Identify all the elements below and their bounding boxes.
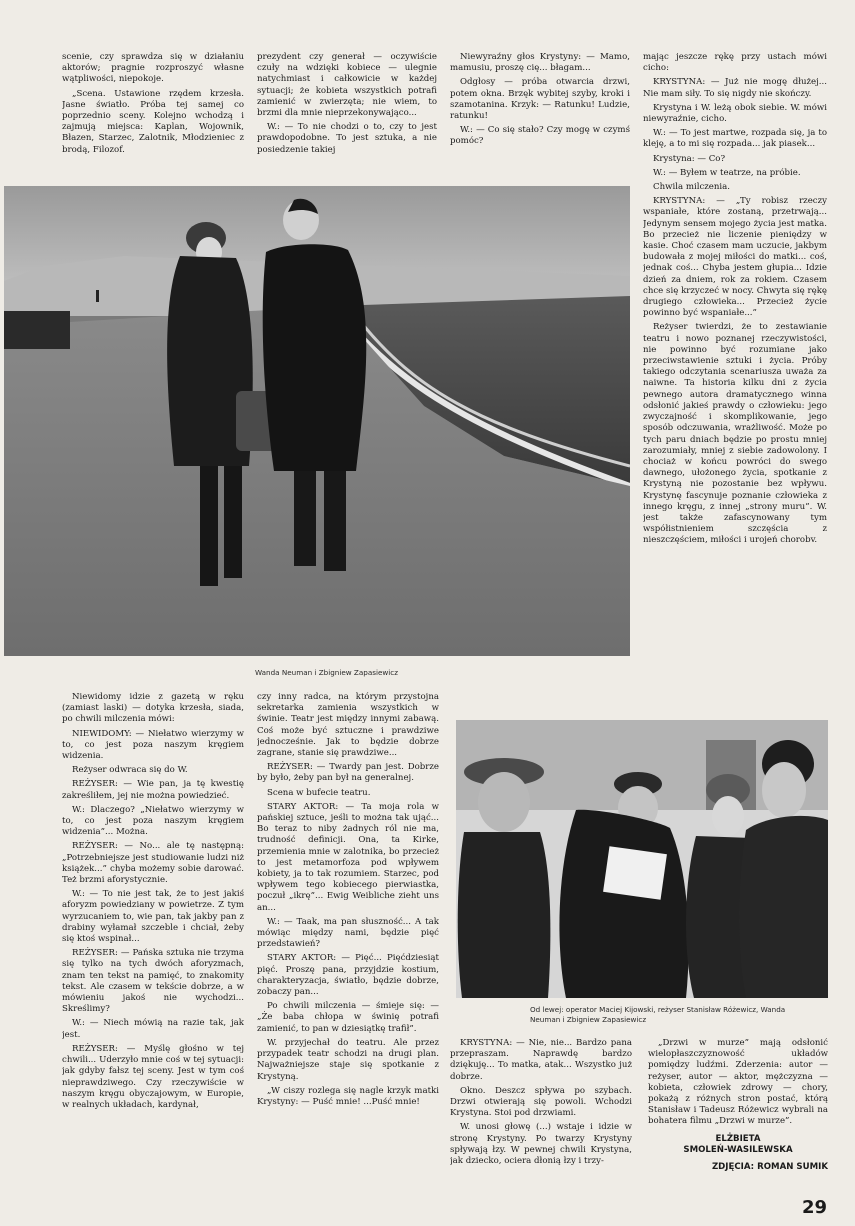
column-mid-2: czy inny radca, na którym przystojna sekretarka zamienia wszystkich w świnie. Teatr jest między innymi zabawą. Coś może być sztuczne i prawdziwe jednocześnie. Jak to będzie dobrze zagrane, stanie się prawdziwe... REŻYSER: — Twardy pan jest. Dobrze by było, żeby pan był na generalnej. Scena w bufecie teatru. STARY AKTOR: — Ta moja rola w pańskiej sztuce, jeśli to można tak ująć... Bo teraz to niby żadnych ról nie ma, trudność definicji. Ona, ta Kirke, przemienia mnie w zalotnika, bo przecież to jest metamorfoza pod wpływem kobiety, ja to tak rozumiem. Starzec, pod wpływem tego kobiecego pierwiastka, poczuł „ikrę”... Ewig Weibliche zieht uns an... W.: — Taak, ma pan słuszność... A tak mówiąc między nami, będzie pięć przedstawień? STARY AKTOR: — Pięć... Pięćdziesiąt pięć. Proszę pana, przyjdzie kostium, charakteryzacja, światło, będzie dobrze, zobaczy pan... Po chwili milczenia — śmieje się: — „Że baba chłopa w świnię potrafi zamienić, to pan w dziesiątkę trafił”. W. przyjechał do teatru. Ale przez przypadek teatr schodzi na drugi plan. Najważniejsze staje się spotkanie z Krystyną. „W ciszy rozlega się nagle krzyk matki Krystyny: — Puść mnie! ...Puść mnie! <box>257 692 439 1107</box>
film-crew-photo-icon <box>456 720 828 998</box>
page-number: 29 <box>801 1197 827 1218</box>
beach-couple-photo <box>4 186 630 656</box>
column-top-2: prezydent czy generał — oczywiście czuły na wdzięki kobiece — ulegnie natychmiast i całkowicie w każdej sytuacji; że kobieta wszystkich potrafi zamienić w zwierzęta; nie wiem, to brzmi dla mnie nieprzekonywająco... W.: — To nie chodzi o to, czy to jest prawdopodobne. To jest sztuka, a nie posiedzenie takiej <box>257 52 437 155</box>
photo-1-caption: Wanda Neuman i Zbigniew Zapasiewicz <box>255 668 398 677</box>
column-mid-1: Niewidomy idzie z gazetą w ręku (zamiast laski) — dotyka krzesła, siada, po chwili milczenia mówi: NIEWIDOMY: — Niełatwo wierzymy w to, co jest poza naszym kręgiem widzenia. Reżyser odwraca się do W. REŻYSER: — Wie pan, ja tę kwestię zakreśliłem, jej nie można powiedzieć. W.: Dlaczego? „Niełatwo wierzymy w to, co jest poza naszym kręgiem widzenia”... Można. REŻYSER: — No... ale tę następną: „Potrzebniejsze jest studiowanie ludzi niż książek...” chyba możemy sobie darować. Też brzmi aforystycznie. W.: — To nie jest tak, że to jest jakiś aforyzm powiedziany w powietrze. Z tym wyrzucaniem to, wie pan, tak jakby pan z drabiny wyłamał szczeble i chciał, żeby się ktoś wspinał... REŻYSER: — Pańska sztuka nie trzyma się tylko na tych dwóch aforyzmach, znam ten tekst na pamięć, to znakomity tekst. Ale czasem w tekście dobrze, a w mówieniu jakoś nie wychodzi... Skreślimy? W.: — Niech mówią na razie tak, jak jest. REŻYSER: — Myślę głośno w tej chwili... Uderzyło mnie coś w tej sytuacji: jak gdyby fałsz tej sceny. Jest w tym coś nieprawdziwego. Czy rzeczywiście w naszym kręgu obyczajowym, w Europie, w realnych układach, kardynał, <box>62 692 244 1110</box>
author-signature: ELŻBIETA SMOLEŃ-WASILEWSKA <box>683 1133 793 1155</box>
column-top-3: Niewyraźny głos Krystyny: — Mamo, mamusiu, proszę cię... błagam... Odgłosy — próba otwarcia drzwi, potem okna. Brzęk wybitej szyby, kroki i szamotanina. Krzyk: — Ratunku! Ludzie, ratunku! W.: — Co się stało? Czy mogę w czymś pomóc? <box>450 52 630 147</box>
film-crew-photo <box>456 720 828 998</box>
column-right-top: mając jeszcze rękę przy ustach mówi cicho: KRYSTYNA: — Już nie mogę dłużej... Nie mam siły. To się nigdy nie skończy. Krystyna i W. leżą obok siebie. W. mówi niewyraźnie, cicho. W.: — To jest martwe, rozpada się, ja to kleję, a to mi się rozpada... jak piasek... Krystyna: — Co? W.: — Byłem w teatrze, na próbie. Chwila milczenia. KRYSTYNA: — „Ty robisz rzeczy wspaniałe, które zostaną, przetrwają... Jedynym sensem mojego życia jest matka. Bo przecież nie liczenie pieniędzy w kasie. Choć czasem mam uczucie, jakbym budowała z mojej miłości do matki... coś, jednak coś... Chyba jestem głupia... Idzie dzień za dniem, rok za rokiem. Czasem chce się krzyczeć w nocy. Chwyta się rękę drugiego człowieka... Przecież życie powinno być wspaniałe...” Reżyser twierdzi, że to zestawianie teatru i nowo poznanej rzeczywistości, nie powinno być rozumiane jako przeciwstawienie sztuki i życia. Próby takiego odczytania scenariusza uważa za naiwne. Ta historia kilku dni z życia pewnego autora dramatycznego winna odsłonić jakieś prawdy o człowieku: jego zwyczajność i skomplikowanie, jego sposób odczuwania, wrażliwość. Może po tych paru dniach będzie po prostu mniej zarozumiały, mniej z siebie zadowolony. I chociaż w końcu powróci do swego dawnego, ułożonego życia, spotkanie z Krystyną nie pozostanie bez wpływu. Krystynę fascynuje poznanie człowieka z innego kręgu, z innej „strony muru”. W. jest także zafascynowany tym współistnieniem szczęścia z nieszczęściem, miłości i urojeń chorobv. <box>643 52 827 546</box>
column-top-1: scenie, czy sprawdza się w działaniu aktorów; pragnie rozproszyć własne wątpliwości, niepokoje. „Scena. Ustawione rzędem krzesła. Jasne światło. Próba tej samej co poprzednio sceny. Kolejno wchodzą i zajmują miejsca: Kaplan, Wojownik, Błazen, Starzec, Zalotnik, Młodzieniec z brodą, Filozof. <box>62 52 244 155</box>
photo-2-caption: Od lewej: operator Maciej Kijowski, reżyser Stanisław Różewicz, Wanda Neuman i Zbigniew Zapasiewicz <box>530 1005 786 1024</box>
beach-couple-photo-icon <box>4 186 630 656</box>
photo-credit: ZDJĘCIA: ROMAN SUMIK <box>711 1162 828 1173</box>
column-bottom-4: „Drzwi w murze” mają odsłonić wielopłaszczyznowość układów pomiędzy ludźmi. Zderzenia: autor — reżyser, autor — aktor, mężczyzna — kobieta, człowiek zdrowy — chory, pokażą z różnych stron postać, którą Stanisław i Tadeusz Różewicz wybrali na bohatera filmu „Drzwi w murze”. ELŻBIETA SMOLEŃ-WASILEWSKA ZDJĘCIA: ROMAN SUMIK <box>648 1038 828 1173</box>
column-bottom-3: KRYSTYNA: — Nie, nie... Bardzo pana przepraszam. Naprawdę bardzo dziękuję... To matka, atak... Wszystko już dobrze. Okno. Deszcz spływa po szybach. Drzwi otwierają się powoli. Wchodzi Krystyna. Stoi pod drzwiami. W. unosi głowę (...) wstaje i idzie w stronę Krystyny. Po twarzy Krystyny spływają łzy. W pewnej chwili Krystyna, jak dziecko, ociera dłonią łzy i trzy- <box>450 1038 632 1167</box>
